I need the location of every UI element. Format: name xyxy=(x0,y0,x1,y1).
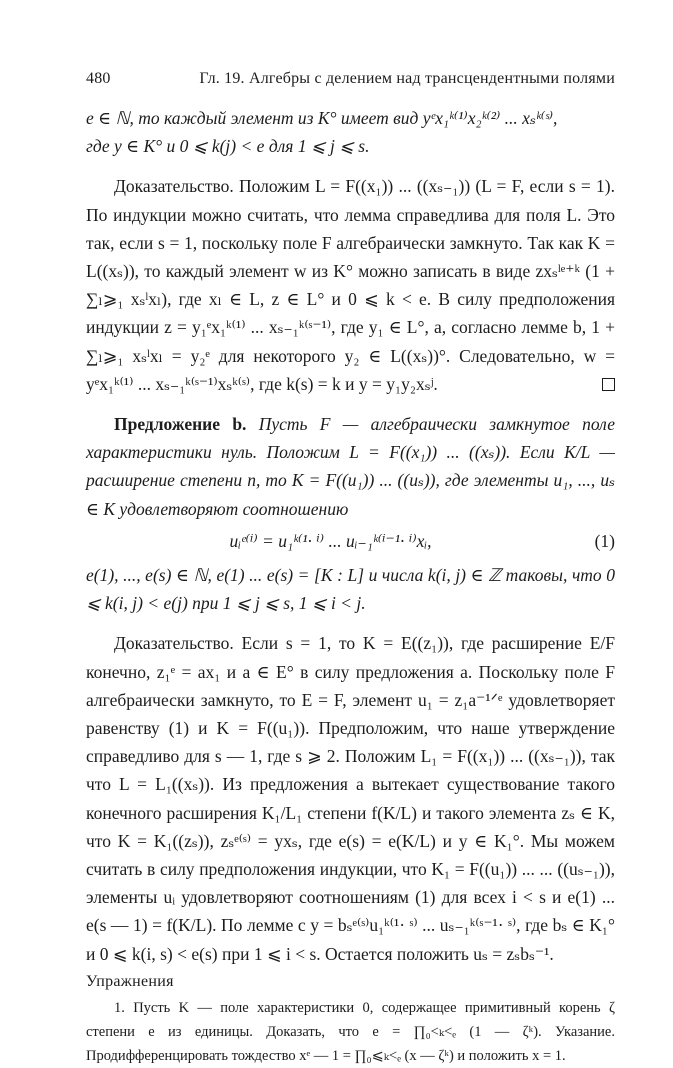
main-text xyxy=(86,104,615,1068)
proposition-text-continued: e(1), ..., e(s) ∈ ℕ, e(1) ... e(s) = [K : L] и числа k(i, j) ∈ ℤ таковы, что 0 ⩽ k(i, j) < e(j) при 1 ⩽ j ⩽ s, 1 ⩽ i < j. xyxy=(86,565,615,614)
formula-expression: uᵢᵉ⁽ⁱ⁾ = u₁ᵏ⁽¹· ⁱ⁾ ... uᵢ₋₁ᵏ⁽ⁱ⁻¹· ⁱ⁾xᵢ, xyxy=(229,530,432,551)
exercise-1: 1. Пусть K — поле характеристики 0, содержащее примитивный корень ζ степени e из единицы. Доказать, что e = ∏₀<ₖ<ₑ (1 — ζᵏ). Указание. Продифференцировать тождество xᵉ — 1 = ∏₀⩽ₖ<ₑ (x — ζᵏ) и положить x = 1. xyxy=(86,1000,615,1065)
page-header xyxy=(86,70,615,88)
exercises-heading: Упражнения xyxy=(86,972,174,990)
proposition-label: Предложение b. xyxy=(114,414,247,435)
running-title: Гл. 19. Алгебры с делением над трансцендентными полями xyxy=(199,70,615,87)
proof-of-lemma xyxy=(86,172,615,398)
proposition-text: Пусть F — алгебраически замкнутое поле характеристики нуль. Положим L = F((x₁)) ... ((xₛ)). Если K/L — расширение степени n, то K = F((u₁)) ... ((uₛ)), где элементы u₁, ..., uₛ ∈ K удовлетворяют соотношению xyxy=(86,414,616,519)
display-formula xyxy=(86,527,615,555)
proof-lemma-text: Доказательство. Положим L = F((x₁)) ... ((xₛ₋₁)) (L = F, если s = 1). По индукции можно считать, что лемма справедлива для поля L. Это так, если s = 1, поскольку поле F алгебраически замкнуто. Так как K = L((xₛ)), то каждый элемент w из K° можно записать в виде zxₛˡᵉ⁺ᵏ (1 + ∑ₗ⩾₁ xₛˡxₗ), где xₗ ∈ L, z ∈ L° и 0 ⩽ k < e. В силу предположения индукции z = y₁ᵉx₁ᵏ⁽¹⁾ ... xₛ₋₁ᵏ⁽ˢ⁻¹⁾, где y₁ ∈ L°, а, согласно лемме b, 1 + ∑ₗ⩾₁ xₛˡxₗ = y₂ᵉ для некоторого y₂ ∈ L((xₛ))°. Следовательно, w = yᵉx₁ᵏ⁽¹⁾ ... xₛ₋₁ᵏ⁽ˢ⁻¹⁾xₛᵏ⁽ˢ⁾, где k(s) = k и y = y₁y₂xₛʲ. xyxy=(86,176,615,394)
end-of-proof-square-icon xyxy=(602,378,615,391)
lemma-continuation-line-2: где y ∈ K° и 0 ⩽ k(j) < e для 1 ⩽ j ⩽ s. xyxy=(86,136,370,157)
formula-number: (1) xyxy=(594,530,615,551)
proof-of-proposition: Доказательство. Если s = 1, то K = E((z₁)), где расширение E/F конечно, z₁ᵉ = ax₁ и a ∈ E° в силу предложения a. Поскольку поле F алгебраически замкнуто, то E = F, элемент u₁ = z₁a⁻¹ᐟᵉ удовлетворяет равенству (1) и K = F((u₁)). Предположим, что наше утверждение справедливо для s — 1, где s ⩾ 2. Положим L₁ = F((x₁)) ... ((xₛ₋₁)), так что L = L₁((xₛ)). Из предложения a вытекает существование такого конечного расширения K₁/L₁ степени f(K/L) и такого элемента zₛ ∈ K, что K = K₁((zₛ)), zₛᵉ⁽ˢ⁾ = yxₛ, где e(s) = e(K/L) и y ∈ K₁°. Мы можем считать в силу предположения индукции, что K₁ = F((u₁)) ... ... ((uₛ₋₁)), элементы uᵢ удовлетворяют соотношениям (1) для всех i < s и e(1) ... e(s — 1) = f(K/L). По лемме c y = bₛᵉ⁽ˢ⁾u₁ᵏ⁽¹· ˢ⁾ ... uₛ₋₁ᵏ⁽ˢ⁻¹· ˢ⁾, где bₛ ∈ K₁° и 0 ⩽ k(i, s) < e(s) при 1 ⩽ i < s. Остается положить uₛ = zₛbₛ⁻¹. xyxy=(86,633,615,964)
page-number: 480 xyxy=(86,70,111,87)
lemma-continuation-line-1: e ∈ ℕ, то каждый элемент из K° имеет вид yᵉx₁ᵏ⁽¹⁾x₂ᵏ⁽²⁾ ... xₛᵏ⁽ˢ⁾, xyxy=(86,108,558,128)
proposition-b xyxy=(86,410,615,523)
